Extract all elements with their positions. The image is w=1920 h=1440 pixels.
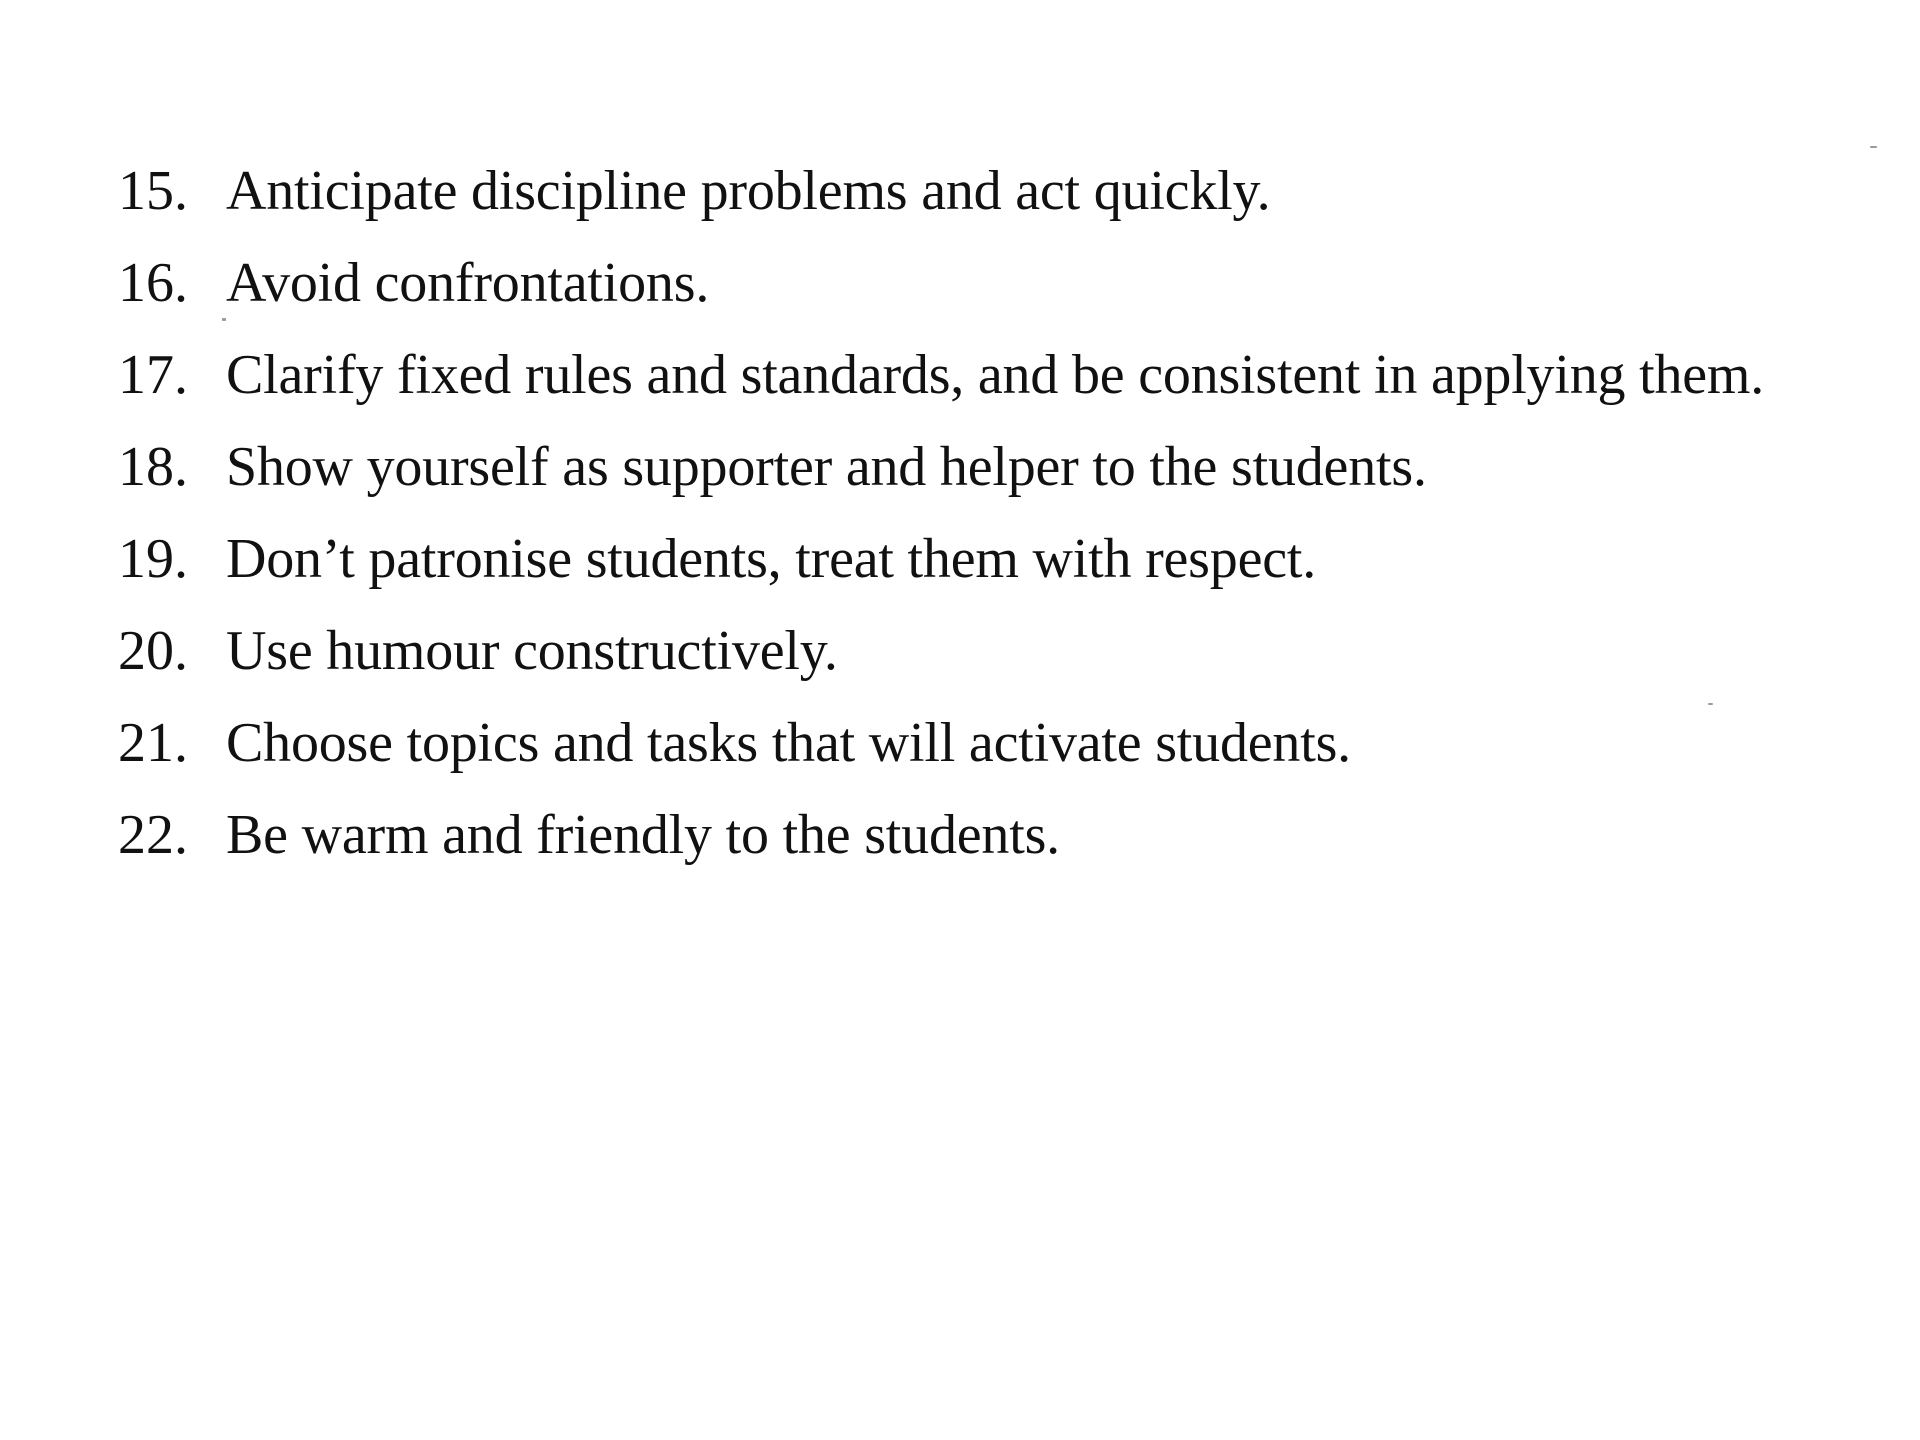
item-number: 17. bbox=[118, 344, 188, 406]
scan-speck bbox=[1870, 146, 1877, 148]
list-item bbox=[118, 704, 1764, 796]
numbered-rule-list bbox=[118, 152, 1764, 888]
item-number: 21. bbox=[118, 712, 188, 774]
list-item bbox=[118, 796, 1764, 888]
item-text: Clarify fixed rules and standards, and be consistent in applying them. bbox=[226, 344, 1765, 406]
item-number: 22. bbox=[118, 804, 188, 866]
list-item bbox=[118, 244, 1764, 336]
item-text: Be warm and friendly to the students. bbox=[226, 804, 1060, 866]
list-item bbox=[118, 612, 1764, 704]
item-number: 15. bbox=[118, 160, 188, 222]
item-text: Anticipate discipline problems and act quickly. bbox=[226, 160, 1271, 222]
item-text: Don’t patronise students, treat them with respect. bbox=[226, 528, 1317, 590]
item-text: Use humour constructively. bbox=[226, 620, 838, 682]
item-number: 16. bbox=[118, 252, 188, 314]
list-item bbox=[118, 336, 1764, 428]
scan-speck bbox=[1708, 703, 1713, 705]
item-text: Choose topics and tasks that will activate students. bbox=[226, 712, 1351, 774]
scan-speck bbox=[222, 318, 226, 321]
item-text: Show yourself as supporter and helper to the students. bbox=[226, 436, 1427, 498]
item-number: 20. bbox=[118, 620, 188, 682]
list-item bbox=[118, 152, 1764, 244]
item-number: 18. bbox=[118, 436, 188, 498]
list-item bbox=[118, 428, 1764, 520]
item-text: Avoid confrontations. bbox=[226, 252, 710, 314]
item-number: 19. bbox=[118, 528, 188, 590]
list-item bbox=[118, 520, 1764, 612]
